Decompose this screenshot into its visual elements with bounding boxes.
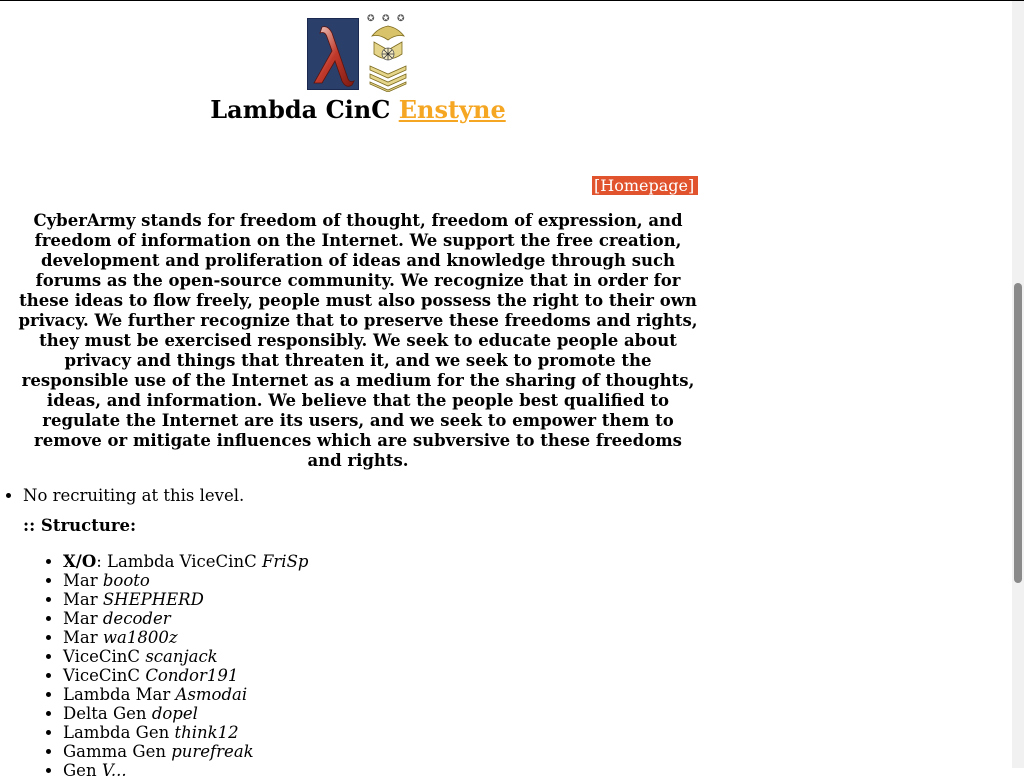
list-item <box>63 552 308 571</box>
member-name: purefreak <box>171 742 254 761</box>
member-name: V... <box>101 761 127 780</box>
svg-text:✪: ✪ <box>382 14 390 24</box>
member-rank: ViceCinC <box>63 666 141 685</box>
vertical-scrollbar[interactable] <box>1012 1 1024 768</box>
list-item <box>63 571 308 590</box>
member-name: scanjack <box>145 647 218 666</box>
member-rank: Gen <box>63 761 97 780</box>
recruiting-note: • No recruiting at this level. <box>23 486 244 506</box>
member-rank: Delta Gen <box>63 704 147 723</box>
list-item <box>63 609 308 628</box>
list-item <box>63 666 308 685</box>
list-item <box>63 742 308 761</box>
list-item <box>63 628 308 647</box>
list-item <box>63 647 308 666</box>
member-rank: Lambda Gen <box>63 723 170 742</box>
recruiting-list <box>0 486 244 506</box>
member-name: think12 <box>174 723 239 742</box>
member-rank: Gamma Gen <box>63 742 166 761</box>
structure-list <box>0 552 308 780</box>
member-rank: Mar <box>63 590 98 609</box>
structure-heading: :: Structure: <box>23 516 137 535</box>
list-item <box>63 704 308 723</box>
rank-insignia-icon <box>364 12 412 92</box>
member-rank: ViceCinC <box>63 647 141 666</box>
member-name: wa1800z <box>102 628 178 647</box>
member-name: FriSp <box>261 552 309 571</box>
member-name: SHEPHERD <box>102 590 204 609</box>
member-name: Asmodai <box>175 685 248 704</box>
member-name: dopel <box>151 704 198 723</box>
homepage-link[interactable]: [Homepage] <box>592 176 698 195</box>
list-item <box>63 590 308 609</box>
svg-text:✪: ✪ <box>397 14 405 24</box>
member-name: Condor191 <box>145 666 239 685</box>
member-rank: : Lambda ViceCinC <box>96 552 257 571</box>
list-item <box>63 723 308 742</box>
member-name-link[interactable]: Enstyne <box>398 95 506 124</box>
lambda-logo-icon <box>307 18 359 90</box>
member-rank: Lambda Mar <box>63 685 171 704</box>
member-name: decoder <box>102 609 171 628</box>
mission-statement: CyberArmy stands for freedom of thought, freedom of expression, and freedom of information on the Internet. We support the free creation, development and proliferation of ideas and knowledge through such forums as the open-source community. We recognize that in order for these ideas to flow freely, people must also possess the right to their own privacy. We further recognize that to preserve these freedoms and rights, they must be exercised responsibly. We seek to educate people about privacy and things that threaten it, and we seek to promote the responsible use of the Internet as a medium for the sharing of thoughts, ideas, and information. We believe that the people best qualified to regulate the Internet are its users, and we seek to empower them to remove or mitigate influences which are subversive to these freedoms and rights. <box>18 211 698 470</box>
svg-text:✪: ✪ <box>367 14 375 24</box>
list-item <box>63 761 308 780</box>
page-title <box>0 94 716 126</box>
member-name: booto <box>102 571 150 590</box>
member-rank: Mar <box>63 628 98 647</box>
xo-label: X/O <box>63 552 97 571</box>
rank-title: Lambda CinC <box>210 95 391 124</box>
member-rank: Mar <box>63 571 98 590</box>
scrollbar-thumb[interactable] <box>1014 283 1022 583</box>
list-item <box>63 685 308 704</box>
member-rank: Mar <box>63 609 98 628</box>
